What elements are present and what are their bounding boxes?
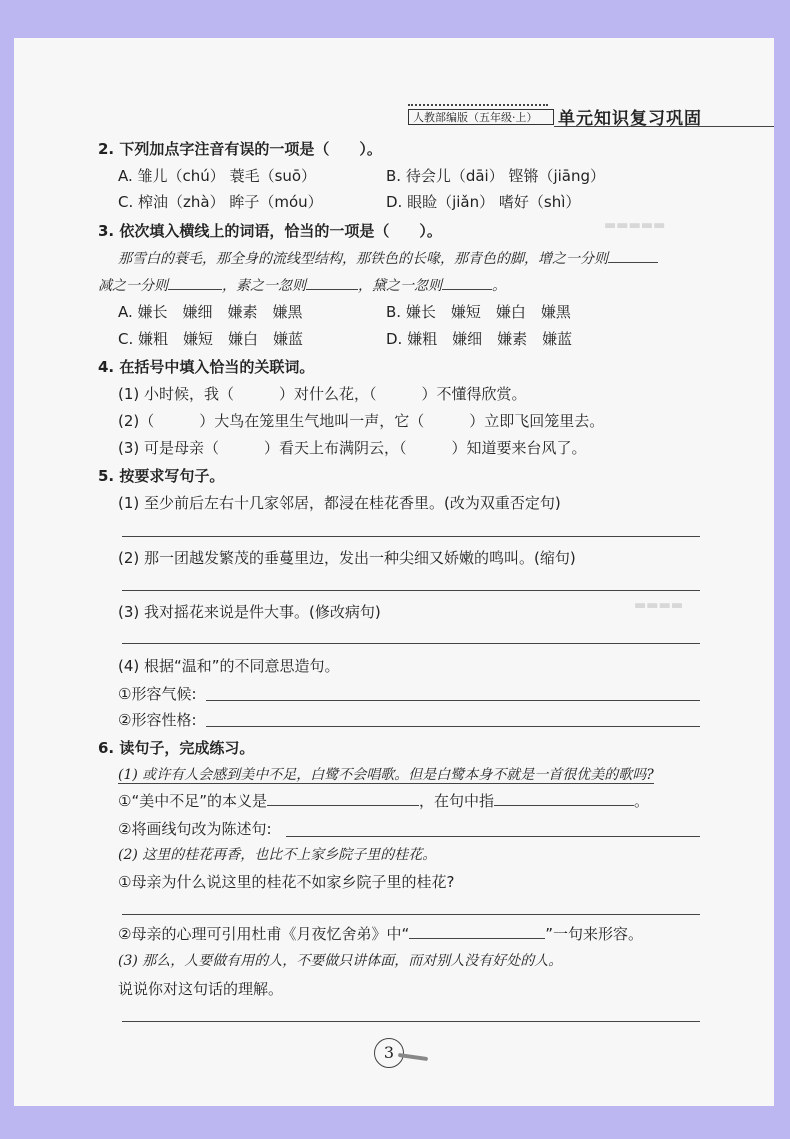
q4-sentence-3: (3) 可是母亲（ ）看天上布满阴云，（ ）知道要来台风了。	[118, 439, 587, 457]
q6-s1-question-a: ①“美中不足”的本义是 ，在句中指 。	[118, 792, 650, 810]
q5-sentence-2: (2) 那一团越发繁茂的垂蔓里边，发出一种尖细又娇嫩的鸣叫。(缩句)	[118, 549, 576, 567]
q4-sentence-2: (2)（ ）大鸟在笼里生气地叫一声，它（ ）立即飞回笼里去。	[118, 412, 605, 430]
page	[14, 38, 774, 1106]
header-title: 单元知识复习巩固	[558, 109, 702, 129]
answer-line[interactable]	[206, 700, 700, 701]
edition-tag: 人教部编版（五年级·上）	[408, 109, 554, 125]
q6-s2-question-b: ②母亲的心理可引用杜甫《月夜忆舍弟》中“ ”一句来形容。	[118, 925, 644, 943]
q3-option-a: A. 嫌长 嫌细 嫌素 嫌黑	[118, 303, 303, 321]
q5-sentence-4: (4) 根据“温和”的不同意思造句。	[118, 657, 340, 675]
q2-option-b: B. 待会儿（dāi） 铿锵（jiāng）	[386, 167, 606, 185]
answer-line[interactable]	[286, 836, 700, 837]
pen-icon	[398, 1053, 428, 1061]
q3-option-b: B. 嫌长 嫌短 嫌白 嫌黑	[386, 303, 571, 321]
bleed-through: ▬▬▬▬▬	[604, 218, 666, 233]
q6-s1-question-b: ②将画线句改为陈述句:	[118, 820, 272, 838]
q6-s2-question-a: ①母亲为什么说这里的桂花不如家乡院子里的桂花?	[118, 873, 455, 891]
q4-sentence-1: (1) 小时候，我（ ）对什么花，（ ）不懂得欣赏。	[118, 385, 527, 403]
answer-line[interactable]	[122, 536, 700, 537]
q2-stem: 2. 下列加点字注音有误的一项是（ ）。	[98, 140, 382, 158]
q5-personality-label: ②形容性格:	[118, 711, 197, 729]
q6-stem: 6. 读句子，完成练习。	[98, 739, 255, 757]
q4-stem: 4. 在括号中填入恰当的关联词。	[98, 358, 315, 376]
answer-line[interactable]	[122, 590, 700, 591]
q3-passage-line1: 那雪白的蓑毛，那全身的流线型结构，那铁色的长喙，那青色的脚，增之一分则	[118, 248, 658, 268]
q2-option-a: A. 雏儿（chú） 蓑毛（suō）	[118, 167, 317, 185]
q3-option-c: C. 嫌粗 嫌短 嫌白 嫌蓝	[118, 330, 304, 348]
answer-line[interactable]	[122, 643, 700, 644]
q6-sentence-3: (3) 那么，人要做有用的人，不要做只讲体面，而对别人没有好处的人。	[118, 953, 563, 969]
q6-sentence-1: (1) 或许有人会感到美中不足，白鹭不会唱歌。但是白鹭本身不就是一首很优美的歌吗?	[118, 767, 654, 783]
q3-option-d: D. 嫌粗 嫌细 嫌素 嫌蓝	[386, 330, 573, 348]
q3-stem: 3. 依次填入横线上的词语，恰当的一项是（ ）。	[98, 222, 442, 240]
q5-sentence-3: (3) 我对摇花来说是件大事。(修改病句)	[118, 603, 381, 621]
q6-sentence-2: (2) 这里的桂花再香，也比不上家乡院子里的桂花。	[118, 847, 437, 863]
answer-line[interactable]	[206, 726, 700, 727]
bleed-through: ▬▬▬▬	[634, 598, 684, 613]
q5-sentence-1: (1) 至少前后左右十几家邻居，都浸在桂花香里。(改为双重否定句)	[118, 494, 561, 512]
q2-option-d: D. 眼睑（jiǎn） 嗜好（shì）	[386, 193, 581, 211]
page-number: 3	[374, 1038, 404, 1068]
q2-option-c: C. 榨油（zhà） 眸子（móu）	[118, 193, 323, 211]
page-header	[408, 104, 774, 129]
q5-weather-label: ①形容气候:	[118, 685, 197, 703]
answer-line[interactable]	[122, 1021, 700, 1022]
q3-passage-line2: 减之一分则 ，素之一忽则 ，黛之一忽则 。	[98, 278, 506, 294]
q6-s3-question: 说说你对这句话的理解。	[118, 980, 284, 998]
q5-stem: 5. 按要求写句子。	[98, 467, 225, 485]
answer-line[interactable]	[122, 914, 700, 915]
